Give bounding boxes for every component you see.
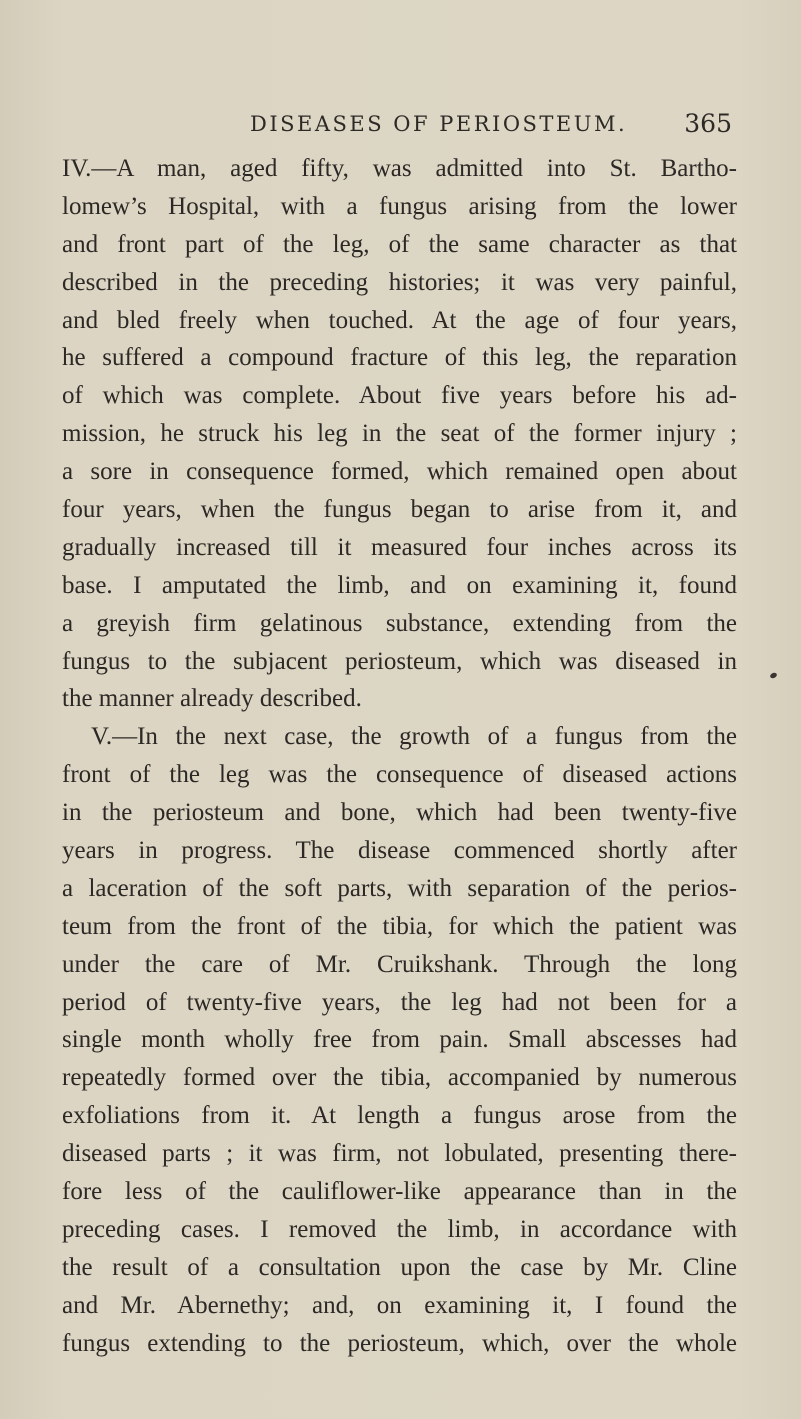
text-line: described in the preceding histories; it was very painful,: [62, 268, 737, 296]
page-header: [250, 106, 732, 142]
text-line: single month wholly free from pain. Small abscesses had: [62, 1026, 737, 1054]
ink-speck: [769, 672, 777, 679]
text-line: fore less of the cauliflower-like appearance than in the: [62, 1178, 737, 1206]
text-line: the result of a consultation upon the case by Mr. Cline: [62, 1253, 737, 1281]
text-line: years in progress. The disease commenced shortly after: [62, 837, 737, 865]
text-line: preceding cases. I removed the limb, in accordance with: [62, 1215, 737, 1243]
text-line: gradually increased till it measured four inches across its: [62, 533, 737, 561]
text-line: he suffered a compound fracture of this leg, the reparation: [62, 344, 737, 372]
text-line: diseased parts ; it was firm, not lobulated, presenting there-: [62, 1140, 737, 1168]
text-line: exfoliations from it. At length a fungus arose from the: [62, 1102, 737, 1130]
text-line: base. I amputated the limb, and on examining it, found: [62, 571, 737, 599]
paragraph-case-iv: [62, 150, 737, 718]
text-line: of which was complete. About five years before his ad-: [62, 382, 737, 410]
running-head: DISEASES OF PERIOSTEUM.: [250, 112, 628, 136]
text-line: in the periosteum and bone, which had been twenty-five: [62, 799, 737, 827]
text-line: repeatedly formed over the tibia, accompanied by numerous: [62, 1064, 737, 1092]
text-line: fungus extending to the periosteum, which, over the whole: [62, 1329, 737, 1357]
text-line: and front part of the leg, of the same character as that: [62, 230, 737, 258]
text-line: front of the leg was the consequence of diseased actions: [62, 761, 737, 789]
text-line: teum from the front of the tibia, for which the patient was: [62, 912, 737, 940]
page-number: 365: [684, 109, 732, 138]
text-line: V.—In the next case, the growth of a fungus from the: [91, 723, 737, 751]
text-line: and Mr. Abernethy; and, on examining it, I found the: [62, 1291, 737, 1319]
body-text: [62, 150, 737, 1363]
text-line: period of twenty-five years, the leg had not been for a: [62, 988, 737, 1016]
text-line: the manner already described.: [62, 685, 362, 713]
text-line: IV.—A man, aged fifty, was admitted into St. Bartho-: [62, 155, 737, 182]
text-line: mission, he struck his leg in the seat of the former injury ;: [62, 420, 737, 448]
text-line: under the care of Mr. Cruikshank. Through the long: [62, 950, 737, 978]
text-line: lomew’s Hospital, with a fungus arising from the lower: [62, 192, 737, 220]
text-line: and bled freely when touched. At the age of four years,: [62, 306, 737, 334]
text-line: a laceration of the soft parts, with separation of the perios-: [62, 874, 737, 902]
text-line: a greyish firm gelatinous substance, extending from the: [62, 609, 737, 637]
text-line: four years, when the fungus began to arise from it, and: [62, 496, 737, 524]
text-line: a sore in consequence formed, which remained open about: [62, 458, 737, 486]
text-line: fungus to the subjacent periosteum, which was diseased in: [62, 647, 737, 675]
paragraph-case-v: [62, 718, 737, 1362]
